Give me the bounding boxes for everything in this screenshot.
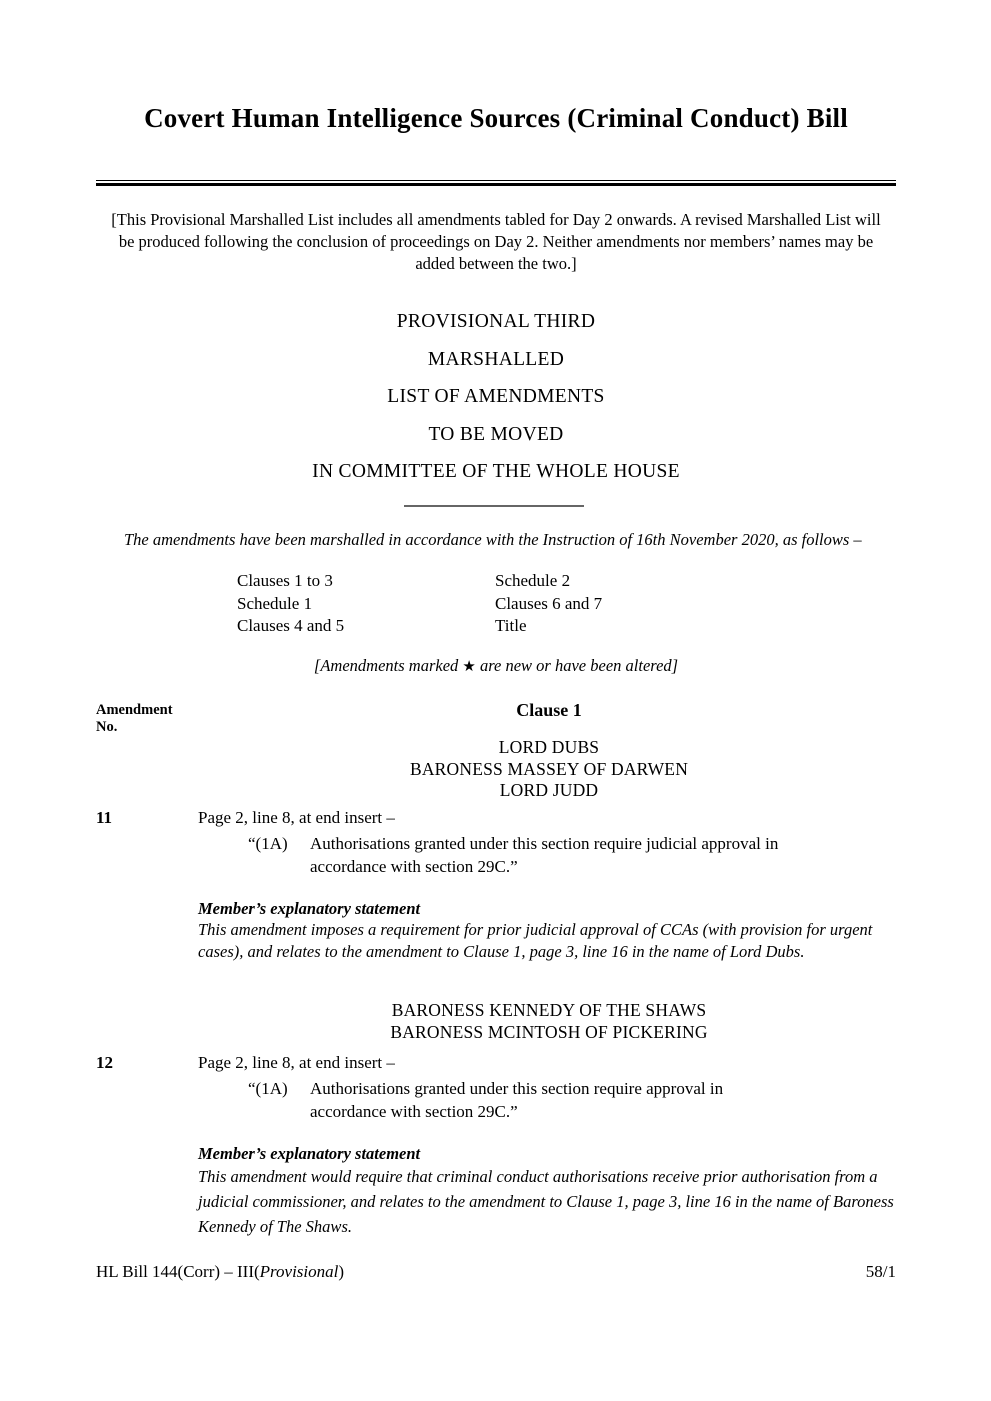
heading-line-2: MARSHALLED — [427, 348, 565, 370]
marshalled-list-heading — [96, 303, 896, 491]
heading-line-4: TO BE MOVED — [428, 423, 564, 445]
amendment-lead-in-11: Page 2, line 8, at end insert – — [198, 808, 395, 827]
clause-order-left-1: Clauses 1 to 3 — [237, 571, 333, 590]
amendment-number-11: 11 — [96, 808, 113, 827]
sponsor-name: BARONESS MCINTOSH OF PICKERING — [390, 1021, 708, 1042]
clause-heading: Clause 1 — [516, 700, 582, 720]
amendment-quote-12 — [248, 1077, 962, 1100]
star-note-before-text: Amendments marked — [320, 656, 463, 675]
explanatory-statement-12 — [198, 1143, 900, 1239]
page-title: Covert Human Intelligence Sources (Criminal Conduct) Bill — [144, 103, 848, 133]
star-legend-note — [96, 656, 896, 676]
clause-order-right-2: Clauses 6 and 7 — [495, 593, 603, 613]
bill-reference-prefix: HL Bill 144(Corr) – III( — [96, 1262, 260, 1281]
amendment-no-header-line-1: Amendment — [96, 702, 173, 718]
clause-order-list — [237, 570, 757, 638]
amendment-quote-continuation-12 — [248, 1100, 962, 1123]
amendment-quote-11 — [248, 832, 962, 855]
clause-order-right-3: Title — [495, 616, 527, 635]
bill-reference-suffix: ) — [338, 1262, 345, 1281]
clause-order-row — [237, 593, 757, 616]
explanatory-statement-body-12: This amendment would require that criminal conduct authorisations receive prior authorisation from a judicial commissioner, and relates to the amendment to Clause 1, page 3, line 16 in the name of Baroness Kennedy of The Shaws. — [198, 1167, 894, 1236]
marshalling-instruction: The amendments have been marshalled in accordance with the Instruction of 16th November 2020, as follows – — [124, 530, 862, 549]
title-rule-thick — [96, 183, 896, 186]
provisional-note: [This Provisional Marshalled List includes all amendments tabled for Day 2 onwards. A revised Marshalled List will be produced following the conclusion of proceedings on Day 2. Neither amendments nor members’ names may be added between the two.] — [111, 210, 881, 273]
bill-reference-provisional: Provisional — [259, 1262, 339, 1281]
star-note-open-bracket: [ — [313, 656, 321, 675]
amendment-quote-marker-11: “(1A) — [248, 834, 288, 853]
explanatory-statement-body-11: This amendment imposes a requirement for prior judicial approval of CCAs (with provision for urgent cases), and relates to the amendment to Clause 1, page 3, line 16 in the name of Lord Dubs. — [198, 920, 873, 961]
amendment-quote-line1-11: Authorisations granted under this section require judicial approval in — [310, 834, 779, 853]
amendment-no-column-header — [96, 702, 206, 736]
sponsor-group-1 — [198, 737, 900, 802]
explanatory-statement-title-12: Member’s explanatory statement — [198, 1144, 421, 1163]
amendment-quote-line1-12: Authorisations granted under this section require approval in — [310, 1079, 724, 1098]
amendment-quote-marker-12: “(1A) — [248, 1079, 288, 1098]
clause-order-row — [237, 570, 757, 593]
amendment-lead-in-12: Page 2, line 8, at end insert – — [198, 1053, 395, 1072]
bill-reference — [96, 1262, 344, 1282]
heading-line-3: LIST OF AMENDMENTS — [387, 386, 605, 407]
page-footer — [96, 1262, 896, 1282]
heading-line-5: IN COMMITTEE OF THE WHOLE HOUSE — [312, 461, 680, 482]
sponsor-name: LORD JUDD — [499, 780, 599, 800]
explanatory-statement-11 — [198, 898, 900, 963]
clause-order-right-1: Schedule 2 — [495, 571, 571, 590]
amendment-quote-line2-12: accordance with section 29C.” — [310, 1102, 518, 1121]
sponsor-group-2 — [198, 1000, 900, 1043]
amendment-quote-continuation-11 — [248, 855, 962, 878]
explanatory-statement-title-11: Member’s explanatory statement — [198, 899, 421, 918]
star-icon: ★ — [462, 659, 476, 675]
sponsor-name: LORD DUBS — [498, 737, 600, 757]
clause-order-row — [237, 615, 757, 638]
clause-order-left-3: Clauses 4 and 5 — [237, 616, 345, 635]
title-divider — [96, 180, 896, 186]
star-note-close-bracket: ] — [671, 656, 679, 675]
heading-line-1: PROVISIONAL THIRD — [396, 311, 596, 332]
amendment-number-12: 12 — [96, 1053, 113, 1072]
amendment-quote-line2-11: accordance with section 29C.” — [310, 857, 518, 876]
sponsor-name: BARONESS KENNEDY OF THE SHAWS — [391, 1000, 707, 1020]
sponsor-name: BARONESS MASSEY OF DARWEN — [409, 758, 689, 779]
clause-order-left-2: Schedule 1 — [237, 593, 313, 613]
section-separator-rule — [404, 505, 584, 507]
star-note-after-text: are new or have been altered — [475, 656, 672, 675]
page-number: 58/1 — [865, 1262, 896, 1281]
amendment-no-header-line-2: No. — [96, 719, 118, 735]
